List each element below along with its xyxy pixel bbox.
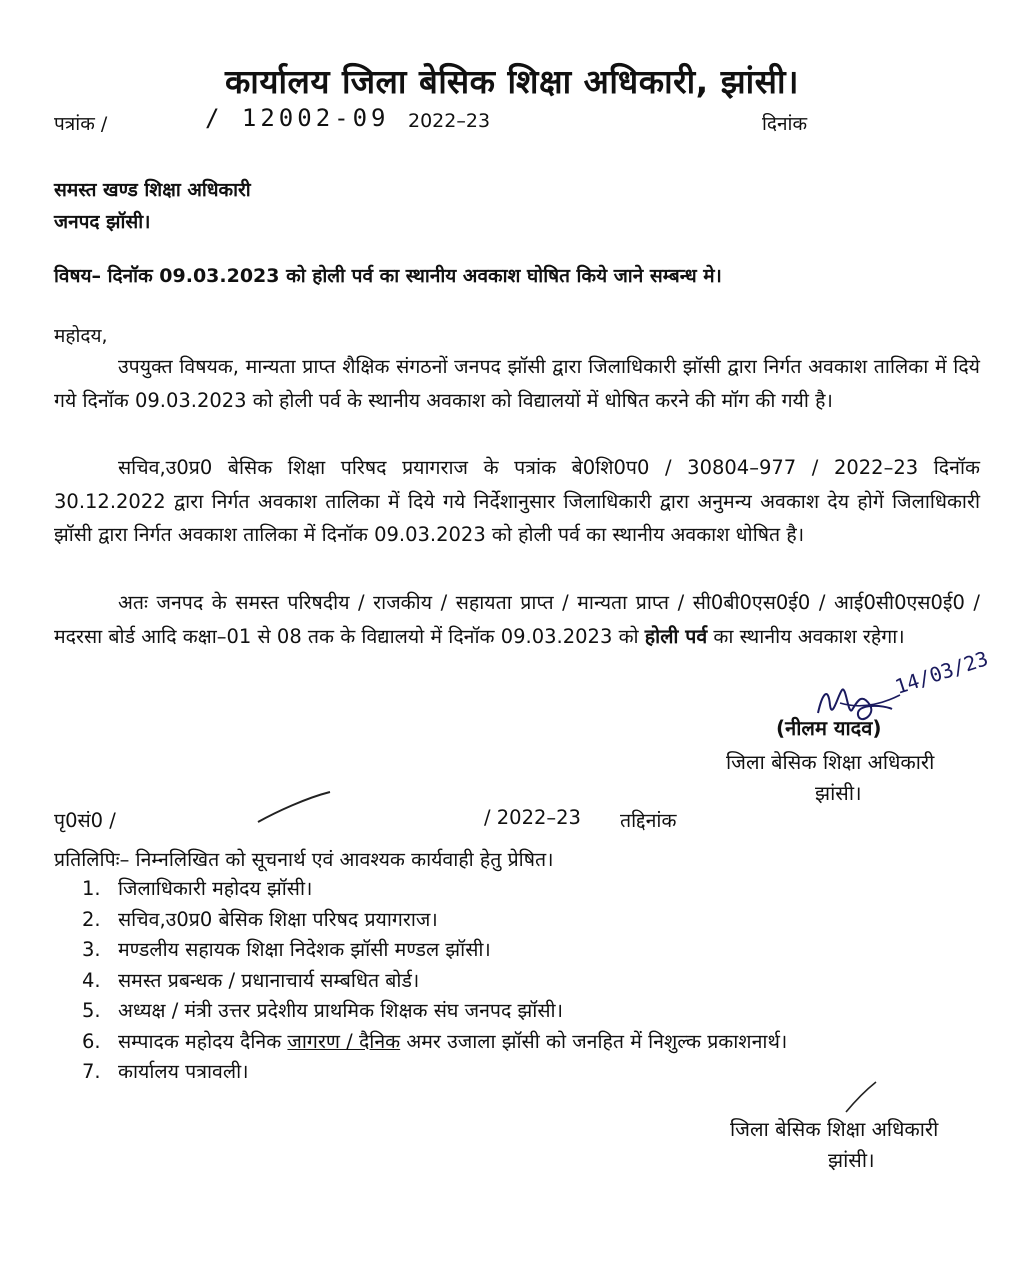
signatory2-designation: जिला बेसिक शिक्षा अधिकारी [730,1117,939,1141]
list-item: 2. सचिव,उ0प्र0 बेसिक शिक्षा परिषद प्रयागराज। [82,907,438,931]
office-title: कार्यालय जिला बेसिक शिक्षा अधिकारी, झांसी। [224,62,800,101]
letter-no-label: पत्रांक / [54,113,108,135]
list-item: 1. जिलाधिकारी महोदय झॉसी। [82,877,313,900]
body-paragraph-3-bold: होली पर्व [644,624,708,648]
endorsement-year: / 2022–23 [484,806,581,829]
signature-handwritten-date: 14/03/23 [892,646,992,699]
letter-year: 2022–23 [408,110,491,132]
body-paragraph-1 [54,350,980,417]
list-item: 4. समस्त प्रबन्धक / प्रधानाचार्य सम्बधित बोर्ड। [82,968,420,992]
body-paragraph-3 [54,586,980,653]
date-label: दिनांक [762,113,808,135]
list-item: 5. अध्यक्ष / मंत्री उत्तर प्रदेशीय प्राथमिक शिक्षक संघ जनपद झॉसी। [82,999,563,1022]
addressee-line1: समस्त खण्ड शिक्षा अधिकारी [54,179,251,201]
list-item: 3. मण्डलीय सहायक शिक्षा निदेशक झॉसी मण्डल झॉसी। [82,938,491,961]
endorsement-label: पृ0सं0 / [54,809,116,832]
copy-recipient-list [82,874,787,1088]
body-paragraph-3-text: अतः जनपद के समस्त परिषदीय / राजकीय / सहायता प्राप्त / मान्यता प्राप्त / सी0बी0एस0ई0 / आई0सी0एस0ई0 / मदरसा बोर्ड आदि कक्षा–01 से 08 तक के विद्यालयो में दिनॉक 09.03.2023 को [54,591,980,648]
body-paragraph-3-end: का स्थानीय अवकाश रहेगा। [713,624,905,648]
body-paragraph-2-text: सचिव,उ0प्र0 बेसिक शिक्षा परिषद प्रयागराज के पत्रांक बे0शि0प0 / 30804–977 / 2022–23 दिनॉक 30.12.2022 द्वारा निर्गत अवकाश तालिका में दिये गये निर्देशानुसार जिलाधिकारी द्वारा अनुमन्य अवकाश देय होगें जिलाधिकारी झॉसी द्वारा निर्गत अवकाश तालिका में दिनॉक 09.03.2023 को होली पर्व का स्थानीय अवकाश धोषित है। [54,456,980,546]
handwritten-stroke [256,788,336,828]
addressee-line2: जनपद झॉसी। [54,211,151,233]
copy-intro: प्रतिलिपिः– निम्नलिखित को सूचनार्थ एवं आवश्यक कार्यवाही हेतु प्रेषित। [54,848,554,871]
body-paragraph-2 [54,451,980,552]
endorsement-date-label: तद्दिनांक [620,809,677,832]
salutation: महोदय, [54,325,108,347]
signatory-designation: जिला बेसिक शिक्षा अधिकारी [726,750,935,774]
signatory-name: (नीलम यादव) [776,716,882,740]
underlined-newspaper: जागरण / दैनिक [287,1029,401,1053]
body-paragraph-1-text: उपयुक्त विषयक, मान्यता प्राप्त शैक्षिक संगठनों जनपद झॉसी द्वारा जिलाधिकारी झॉसी द्वारा निर्गत अवकाश तालिका में दिये गये दिनॉक 09.03.2023 को होली पर्व के स्थानीय अवकाश को विद्यालयों में धोषित करने की मॉग की गयी है। [54,355,980,412]
signature-stroke [842,1080,882,1115]
letter-no-handwritten: / 12002-09 [205,104,390,132]
list-item: 6. सम्पादक महोदय दैनिक जागरण / दैनिक अमर उजाला झॉसी को जनहित में निशुल्क प्रकाशनार्थ। [82,1029,788,1053]
list-item: 7. कार्यालय पत्रावली। [82,1060,249,1083]
signatory2-place: झांसी। [828,1148,875,1172]
signatory-place: झांसी। [815,781,862,805]
subject-line: विषय– दिनॉक 09.03.2023 को होली पर्व का स्थानीय अवकाश घोषित किये जाने सम्बन्ध मे। [54,265,722,287]
